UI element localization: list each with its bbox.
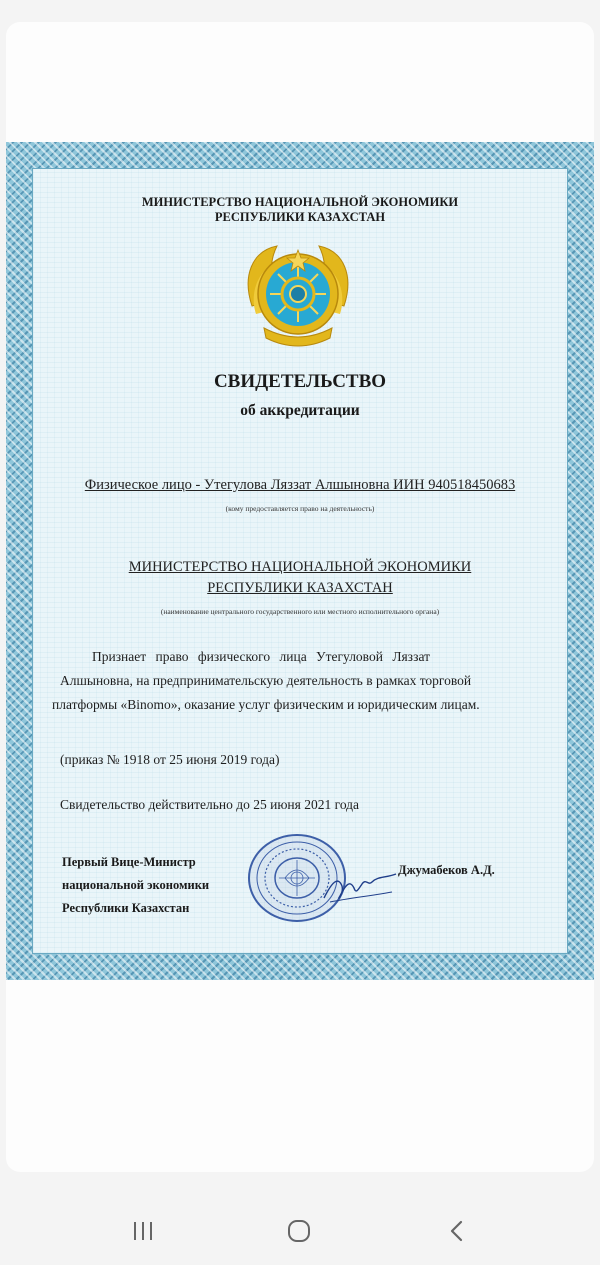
- body-line-1: Признает право физического лица Утегуловой Ляззат: [92, 649, 431, 664]
- ministry-line-1: МИНИСТЕРСТВО НАЦИОНАЛЬНОЙ ЭКОНОМИКИ: [141, 195, 459, 209]
- home-icon: [286, 1218, 312, 1244]
- authority-line-2: РЕСПУБЛИКИ КАЗАХСТАН: [207, 580, 393, 596]
- body-line-2: Алшыновна, на предпринимательскую деятельность в рамках торговой: [60, 673, 472, 688]
- authority-name: [0, 557, 600, 599]
- body-line-3: платформы «Binomo», оказание услуг физическим и юридическим лицам.: [52, 697, 480, 712]
- home-button[interactable]: [269, 1213, 329, 1249]
- recent-apps-button[interactable]: [113, 1213, 173, 1249]
- signature-icon: [320, 862, 400, 910]
- signer-name: Джумабеков А.Д.: [398, 863, 495, 877]
- signer-line-2: национальной экономики: [62, 878, 210, 892]
- back-icon: [447, 1219, 467, 1243]
- signer-title: [62, 851, 209, 920]
- signer-line-1: Первый Вице-Министр: [62, 855, 196, 869]
- ministry-line-2: РЕСПУБЛИКИ КАЗАХСТАН: [214, 210, 386, 224]
- recipient-line: Физическое лицо - Утегулова Ляззат Алшыновна ИИН 940518450683: [84, 477, 516, 493]
- authority-line-1: МИНИСТЕРСТВО НАЦИОНАЛЬНОЙ ЭКОНОМИКИ: [128, 559, 472, 575]
- recent-apps-icon: [131, 1220, 155, 1242]
- order-reference: (приказ № 1918 от 25 июня 2019 года): [60, 752, 280, 767]
- authority-note: (наименование центрального государственного или местного исполнительного органа): [160, 607, 440, 616]
- issuing-ministry: [0, 195, 600, 225]
- recipient-note: (кому предоставляется право на деятельность): [225, 504, 375, 513]
- certificate-subtitle: об аккредитации: [240, 402, 360, 419]
- certificate-body: [52, 645, 552, 717]
- back-button[interactable]: [427, 1213, 487, 1249]
- android-navigation-bar: [0, 1195, 600, 1265]
- state-emblem-icon: [242, 236, 354, 356]
- certificate-title: СВИДЕТЕЛЬСТВО: [213, 371, 387, 392]
- signer-line-3: Республики Казахстан: [62, 901, 190, 915]
- validity-statement: Свидетельство действительно до 25 июня 2021 года: [60, 797, 360, 812]
